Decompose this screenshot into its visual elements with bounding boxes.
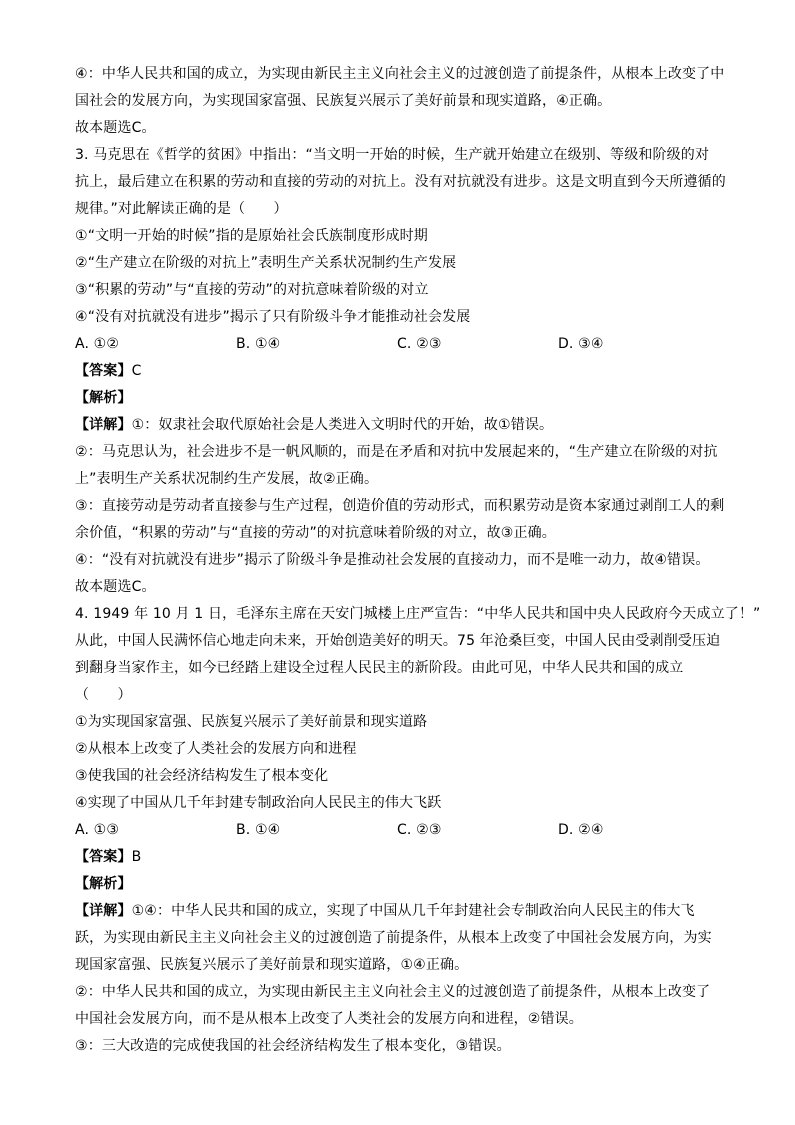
q3-detail-line-6: ④：“没有对抗就没有进步”揭示了阶级斗争是推动社会发展的直接动力，而不是唯一动力，故④错误。 (75, 552, 710, 568)
q3-answer (75, 358, 725, 385)
q4-statement-3: ③使我国的社会经济结构发生了根本变化 (75, 768, 329, 784)
q4-statement-4: ④实现了中国从几千年封建专制政治向人民民主的伟大飞跃 (75, 795, 442, 811)
q4-stem-line-4: （ ） (75, 687, 132, 703)
q3-option-a: A. ①② (75, 336, 120, 352)
q3-detail-line-2: ②：马克思认为，社会进步不是一帆风顺的，而是在矛盾和对抗中发展起来的，“生产建立在阶级的对抗 (75, 444, 718, 460)
q4-statement-1: ①为实现国家富强、民族复兴展示了美好前景和现实道路 (75, 714, 428, 730)
detail-tag: 【详解】 (75, 903, 132, 919)
answer-tag: 【答案】 (75, 363, 132, 379)
q3-option-d: D. ③④ (558, 336, 604, 352)
q4-statement-2: ②从根本上改变了人类社会的发展方向和进程 (75, 741, 357, 757)
detail-tag: 【详解】 (75, 417, 132, 433)
q3-statement-1: ①“文明一开始的时候”指的是原始社会氏族制度形成时期 (75, 228, 428, 244)
q3-stem-line-1: 3. 马克思在《哲学的贫困》中指出：“当文明一开始的时候，生产就开始建立在级别、等级和阶级的对 (75, 147, 710, 163)
q4-option-a: A. ①③ (75, 822, 120, 838)
q3-statement-3: ③“积累的劳动”与“直接的劳动”的对抗意味着阶级的对立 (75, 282, 429, 298)
q3-stem-line-3: 规律。”对此解读正确的是（ ） (75, 201, 288, 217)
detail-text: ①：奴隶社会取代原始社会是人类进入文明时代的开始，故①错误。 (131, 417, 554, 433)
q4-stem-line-3: 到翻身当家作主，如今已经踏上建设全过程人民民主的新阶段。由此可见，中华人民共和国的成立 (75, 660, 684, 676)
answer-tag: 【答案】 (75, 849, 132, 865)
q3-options (75, 331, 725, 358)
q3-statement-4: ④“没有对抗就没有进步”揭示了只有阶级斗争才能推动社会发展 (75, 309, 471, 325)
q4-option-b: B. ①④ (236, 822, 281, 838)
q3-statement-2: ②“生产建立在阶级的对抗上”表明生产关系状况制约生产发展 (75, 255, 457, 271)
q3-conclusion: 故本题选C。 (75, 579, 156, 595)
q4-detail-line-6: ③：三大改造的完成使我国的社会经济结构发生了根本变化，③错误。 (75, 1038, 511, 1054)
q4-stem-line-1: 4. 1949 年 10 月 1 日，毛泽东主席在天安门城楼上庄严宣告：“中华人民共和国中央人民政府今天成立了！” (75, 606, 761, 622)
q3-detail-line-5: 余价值，“积累的劳动”与“直接的劳动”的对抗意味着阶级的对立，故③正确。 (75, 525, 556, 541)
q4-detail-line-4: ②：中华人民共和国的成立，为实现由新民主主义向社会主义的过渡创造了前提条件，从根本上改变了 (75, 984, 711, 1000)
q3-analysis-tag: 【解析】 (75, 390, 132, 406)
q3-stem-line-2: 抗上，最后建立在积累的劳动和直接的劳动的对抗上。没有对抗就没有进步。这是文明直到今天所遵循的 (75, 174, 726, 190)
q4-answer (75, 844, 725, 871)
q2-explanation-line-1: ④：中华人民共和国的成立，为实现由新民主主义向社会主义的过渡创造了前提条件，从根本上改变了中 (75, 66, 725, 82)
q3-option-c: C. ②③ (397, 336, 442, 352)
q3-detail-line-4: ③：直接劳动是劳动者直接参与生产过程，创造价值的劳动形式，而积累劳动是资本家通过剥削工人的剩 (75, 498, 725, 514)
q4-analysis-tag: 【解析】 (75, 876, 132, 892)
q4-detail-line-3: 现国家富强、民族复兴展示了美好前景和现实道路，①④正确。 (75, 957, 469, 973)
q4-option-c: C. ②③ (397, 822, 442, 838)
q3-detail-line-1 (75, 412, 725, 439)
answer-value: B (131, 849, 142, 865)
q4-detail-line-1 (75, 898, 725, 925)
q2-conclusion: 故本题选C。 (75, 120, 156, 136)
detail-text: ①④：中华人民共和国的成立，实现了中国从几千年封建社会专制政治向人民民主的伟大飞 (131, 903, 695, 919)
q4-stem-line-2: 从此，中国人民满怀信心地走向未来，开始创造美好的明天。75 年沧桑巨变，中国人民由受剥削受压迫 (75, 633, 721, 649)
answer-value: C (131, 363, 142, 379)
q2-explanation-line-2: 国社会的发展方向，为实现国家富强、民族复兴展示了美好前景和现实道路，④正确。 (75, 93, 612, 109)
q3-option-b: B. ①④ (236, 336, 281, 352)
q4-option-d: D. ②④ (558, 822, 604, 838)
document-body (75, 61, 761, 1060)
q3-detail-line-3: 上”表明生产关系状况制约生产发展，故②正确。 (75, 471, 379, 487)
q4-detail-line-2: 跃，为实现由新民主主义向社会主义的过渡创造了前提条件，从根本上改变了中国社会发展方向，为实 (75, 930, 712, 946)
q4-detail-line-5: 中国社会发展方向，而不是从根本上改变了人类社会的发展方向和进程，②错误。 (75, 1011, 583, 1027)
q4-options (75, 817, 725, 844)
